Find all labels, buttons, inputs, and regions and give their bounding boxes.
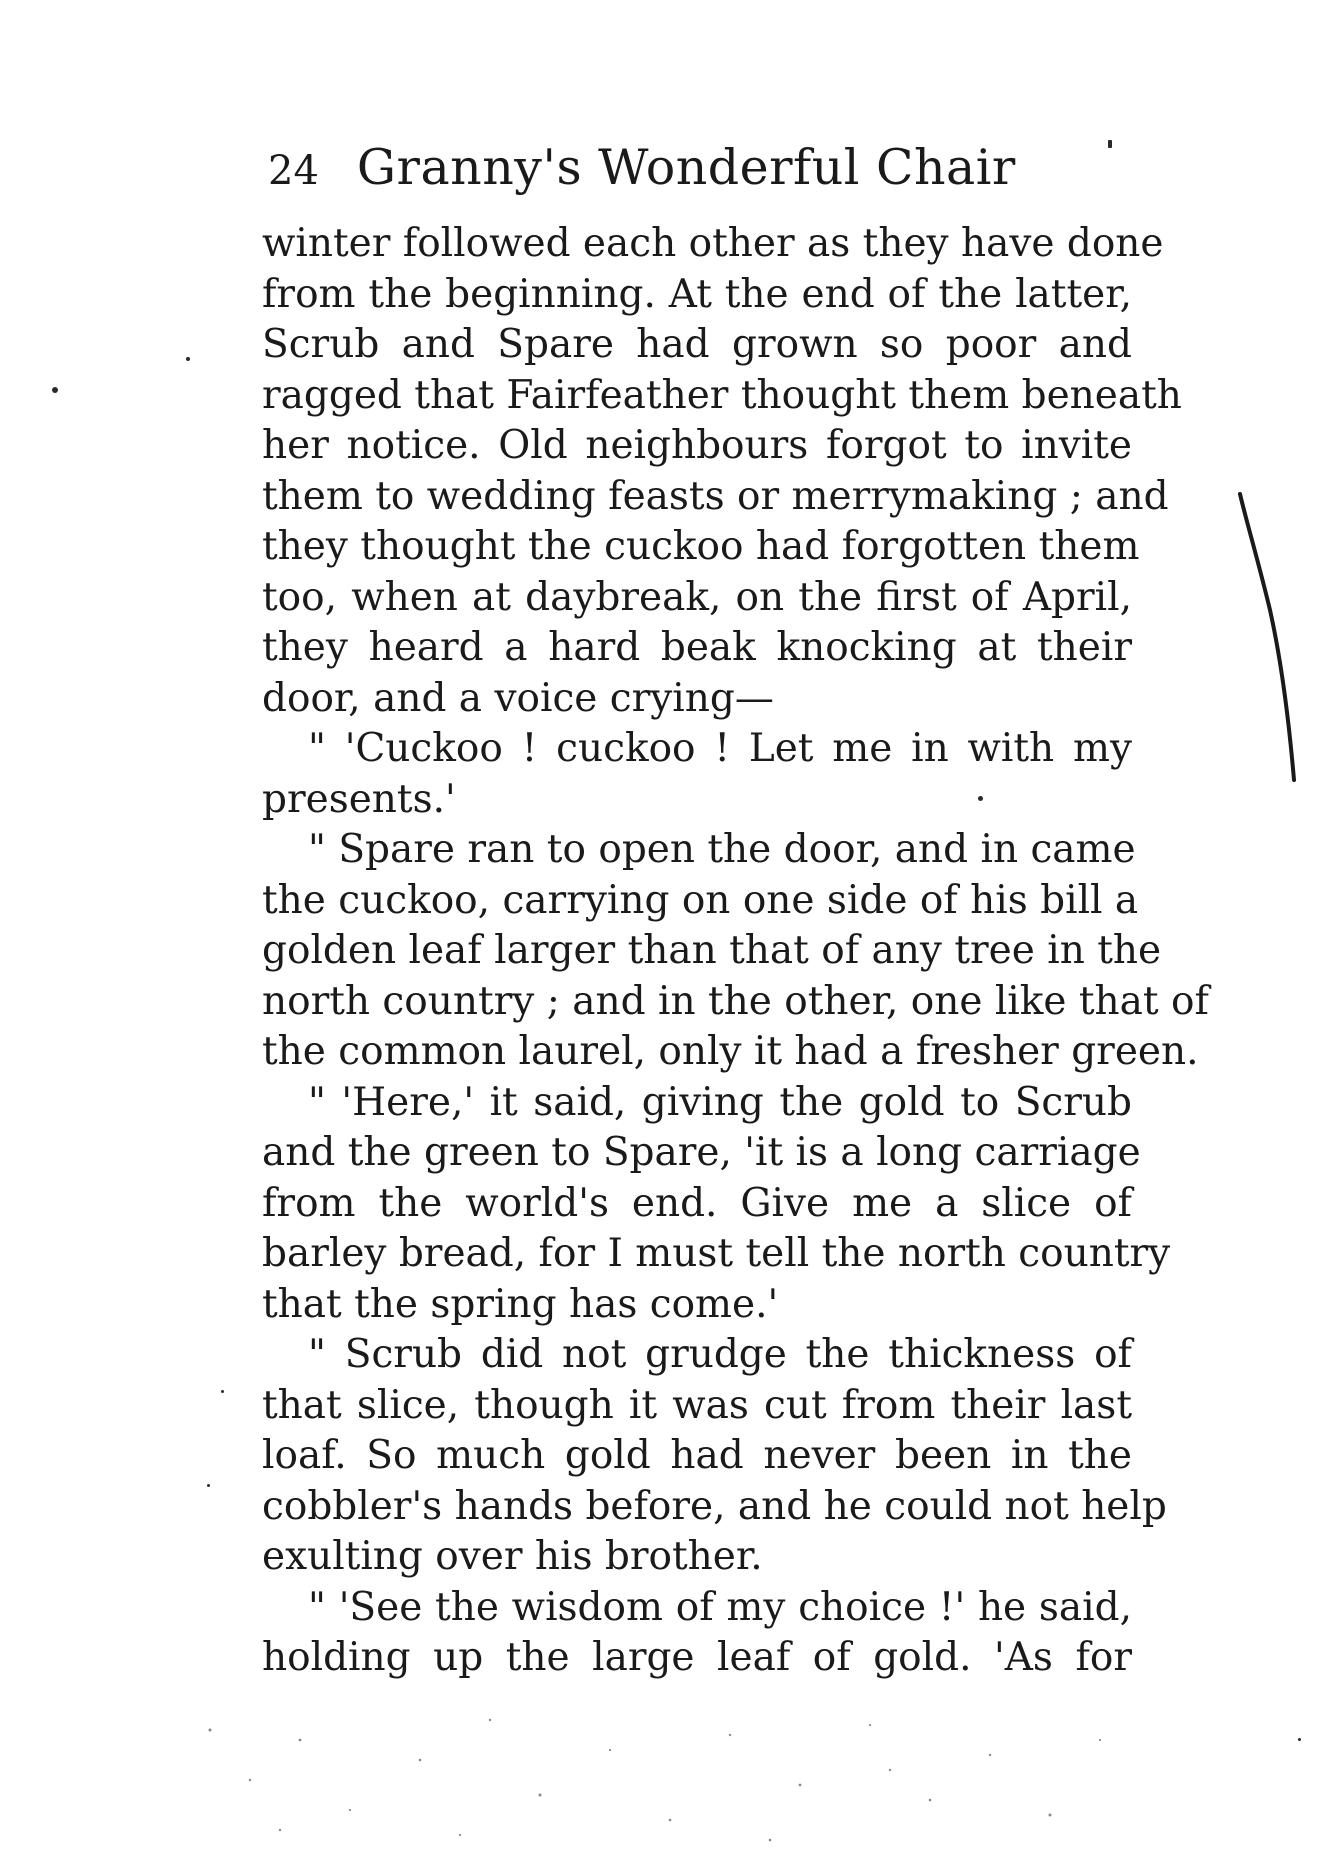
scan-speck (1108, 140, 1112, 148)
scan-speck (186, 357, 190, 361)
scan-speck (978, 796, 983, 801)
text-line: they thought the cuckoo had forgotten them (262, 524, 1140, 569)
margin-stroke-mark (1236, 490, 1296, 790)
text-line: them to wedding feasts or merrymaking ; and (262, 473, 1169, 519)
text-line: door, and a voice crying— (262, 675, 774, 721)
page-header (268, 138, 1068, 198)
text-line: cobbler's hands before, and he could not help (262, 1483, 1167, 1529)
text-line: the cuckoo, carrying on one side of his bill a (262, 877, 1139, 923)
scan-speck (207, 1484, 210, 1487)
text-line: golden leaf larger than that of any tree in the (262, 928, 1162, 973)
text-line: that the spring has come.' (262, 1281, 779, 1327)
body-text (262, 219, 1209, 1684)
text-line: barley bread, for I must tell the north country (262, 1231, 1171, 1276)
text-line: ragged that Fairfeather thought them beneath (262, 372, 1182, 418)
text-line: from the world's end. Give me a slice of (262, 1180, 1132, 1226)
text-line: they heard a hard beak knocking at their (262, 625, 1132, 670)
text-line: the common laurel, only it had a fresher green. (262, 1029, 1199, 1074)
text-line: north country ; and in the other, one like that of (262, 978, 1209, 1024)
text-line: too, when at daybreak, on the first of April, (262, 574, 1132, 620)
text-line: that slice, though it was cut from their last (262, 1382, 1132, 1428)
running-title: Granny's Wonderful Chair (356, 139, 1016, 196)
text-line: Scrub and Spare had grown so poor and (262, 322, 1132, 367)
text-line: " Spare ran to open the door, and in came (308, 827, 1136, 872)
scan-speck (52, 387, 58, 393)
text-line: holding up the large leaf of gold. 'As for (262, 1635, 1132, 1680)
scan-speck (221, 1390, 224, 1393)
text-line: winter followed each other as they have done (262, 221, 1164, 266)
text-line: loaf. So much gold had never been in the (262, 1433, 1132, 1478)
text-line: her notice. Old neighbours forgot to invite (262, 423, 1132, 468)
text-line: from the beginning. At the end of the latter, (262, 271, 1132, 317)
text-line: presents.' (262, 776, 456, 822)
text-line: and the green to Spare, 'it is a long carriage (262, 1130, 1141, 1175)
text-line: " 'Here,' it said, giving the gold to Scrub (308, 1079, 1132, 1125)
text-line: " 'Cuckoo ! cuckoo ! Let me in with my (308, 726, 1132, 771)
text-line: exulting over his brother. (262, 1534, 763, 1579)
scan-noise (190, 1700, 1140, 1850)
text-line: " 'See the wisdom of my choice !' he said, (308, 1584, 1132, 1630)
page-number: 24 (268, 148, 319, 194)
text-line: " Scrub did not grudge the thickness of (308, 1332, 1132, 1377)
scan-speck (1298, 1738, 1301, 1741)
